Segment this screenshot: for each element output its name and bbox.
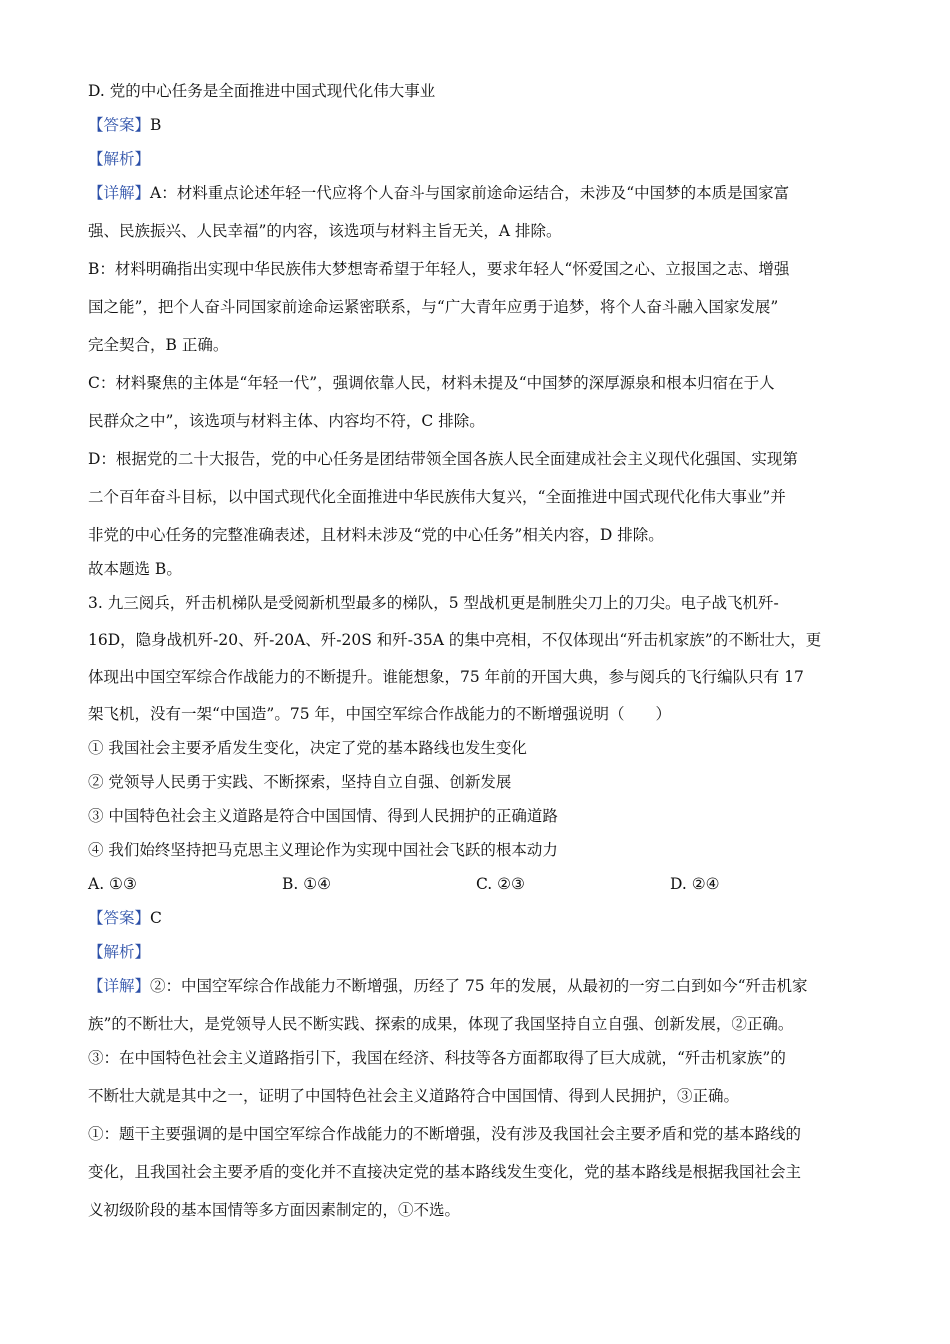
- q3-detail-3-line1: ③：在中国特色社会主义道路指引下，我国在经济、科技等各方面都取得了巨大成就，“歼击机家族”的: [88, 1049, 786, 1067]
- q2-analysis-label: 【解析】: [88, 150, 151, 168]
- document-page: [88, 78, 868, 1235]
- q2-detail-b-line3: 完全契合，B 正确。: [88, 336, 229, 354]
- q2-answer: [88, 112, 868, 138]
- q3-option-b: B. ①④: [282, 875, 332, 893]
- detail-label: 【详解】: [88, 977, 151, 995]
- answer-value: C: [150, 909, 162, 927]
- q3-statement-1: ① 我国社会主要矛盾发生变化，决定了党的基本路线也发生变化: [88, 739, 527, 757]
- q3-stem-line2: 16D，隐身战机歼-20、歼-20A、歼-20S 和歼-35A 的集中亮相，不仅体现出“歼击机家族”的不断壮大，更: [88, 631, 822, 649]
- q3-stem-line4: 架飞机，没有一架“中国造”。75 年，中国空军综合作战能力的不断增强说明（ ）: [88, 705, 672, 723]
- q3-statement-4: ④ 我们始终坚持把马克思主义理论作为实现中国社会飞跃的根本动力: [88, 841, 558, 859]
- q3-option-a: A. ①③: [88, 875, 137, 893]
- q2-detail-c-line2: 民群众之中”，该选项与材料主体、内容均不符，C 排除。: [88, 412, 485, 430]
- q3-stem-line3: 体现出中国空军综合作战能力的不断提升。谁能想象，75 年前的开国大典，参与阅兵的飞行编队只有 17: [88, 668, 804, 686]
- q3-stem-line1: 3. 九三阅兵，歼击机梯队是受阅新机型最多的梯队，5 型战机更是制胜尖刀上的刀尖。电子战飞机歼-: [88, 594, 779, 612]
- q2-detail-d-line1: D：根据党的二十大报告，党的中心任务是团结带领全国各族人民全面建成社会主义现代化强国、实现第: [88, 450, 798, 468]
- q3-analysis-label: 【解析】: [88, 943, 151, 961]
- q2-detail-b-line2: 国之能”，把个人奋斗同国家前途命运紧密联系，与“广大青年应勇于追梦，将个人奋斗融入国家发展”: [88, 298, 779, 316]
- q2-detail-a-line1: 【详解】A：材料重点论述年轻一代应将个人奋斗与国家前途命运结合，未涉及“中国梦的本质是国家富: [88, 184, 790, 202]
- q3-detail-3-line2: 不断壮大就是其中之一，证明了中国特色社会主义道路符合中国国情、得到人民拥护，③正确。: [88, 1087, 740, 1105]
- q3-detail-2-line2: 族”的不断壮大，是党领导人民不断实践、探索的成果，体现了我国坚持自立自强、创新发展，②正确。: [88, 1015, 794, 1033]
- q2-detail-a-line2: 强、民族振兴、人民幸福”的内容，该选项与材料主旨无关，A 排除。: [88, 222, 562, 240]
- q3-statement-2: ② 党领导人民勇于实践、不断探索，坚持自立自强、创新发展: [88, 773, 512, 791]
- q3-detail-1-line1: ①：题干主要强调的是中国空军综合作战能力的不断增强，没有涉及我国社会主要矛盾和党的基本路线的: [88, 1125, 802, 1143]
- q3-answer: [88, 905, 868, 931]
- q2-detail-d-line3: 非党的中心任务的完整准确表述，且材料未涉及“党的中心任务”相关内容，D 排除。: [88, 526, 664, 544]
- q2-detail-d-line2: 二个百年奋斗目标，以中国式现代化全面推进中华民族伟大复兴，“全面推进中国式现代化伟大事业”并: [88, 488, 786, 506]
- q3-detail-2-line1: 【详解】②：中国空军综合作战能力不断增强，历经了 75 年的发展，从最初的一穷二白到如今“歼击机家: [88, 977, 808, 995]
- q3-options: [88, 871, 868, 897]
- q3-option-d: D. ②④: [670, 875, 720, 893]
- answer-label: 【答案】: [88, 116, 151, 134]
- q2-option-d: D. 党的中心任务是全面推进中国式现代化伟大事业: [88, 82, 436, 100]
- q3-statement-3: ③ 中国特色社会主义道路是符合中国国情、得到人民拥护的正确道路: [88, 807, 558, 825]
- q3-option-c: C. ②③: [476, 875, 525, 893]
- q2-conclusion: 故本题选 B。: [88, 560, 182, 578]
- q3-detail-1-line2: 变化，且我国社会主要矛盾的变化并不直接决定党的基本路线发生变化，党的基本路线是根据我国社会主: [88, 1163, 802, 1181]
- detail-label: 【详解】: [88, 184, 151, 202]
- q3-detail-1-line3: 义初级阶段的基本国情等多方面因素制定的，①不选。: [88, 1201, 461, 1219]
- answer-label: 【答案】: [88, 909, 151, 927]
- q2-detail-c-line1: C：材料聚焦的主体是“年轻一代”，强调依靠人民，材料未提及“中国梦的深厚源泉和根本归宿在于人: [88, 374, 775, 392]
- q2-detail-b-line1: B：材料明确指出实现中华民族伟大梦想寄希望于年轻人，要求年轻人“怀爱国之心、立报国之志、增强: [88, 260, 790, 278]
- answer-value: B: [150, 116, 162, 134]
